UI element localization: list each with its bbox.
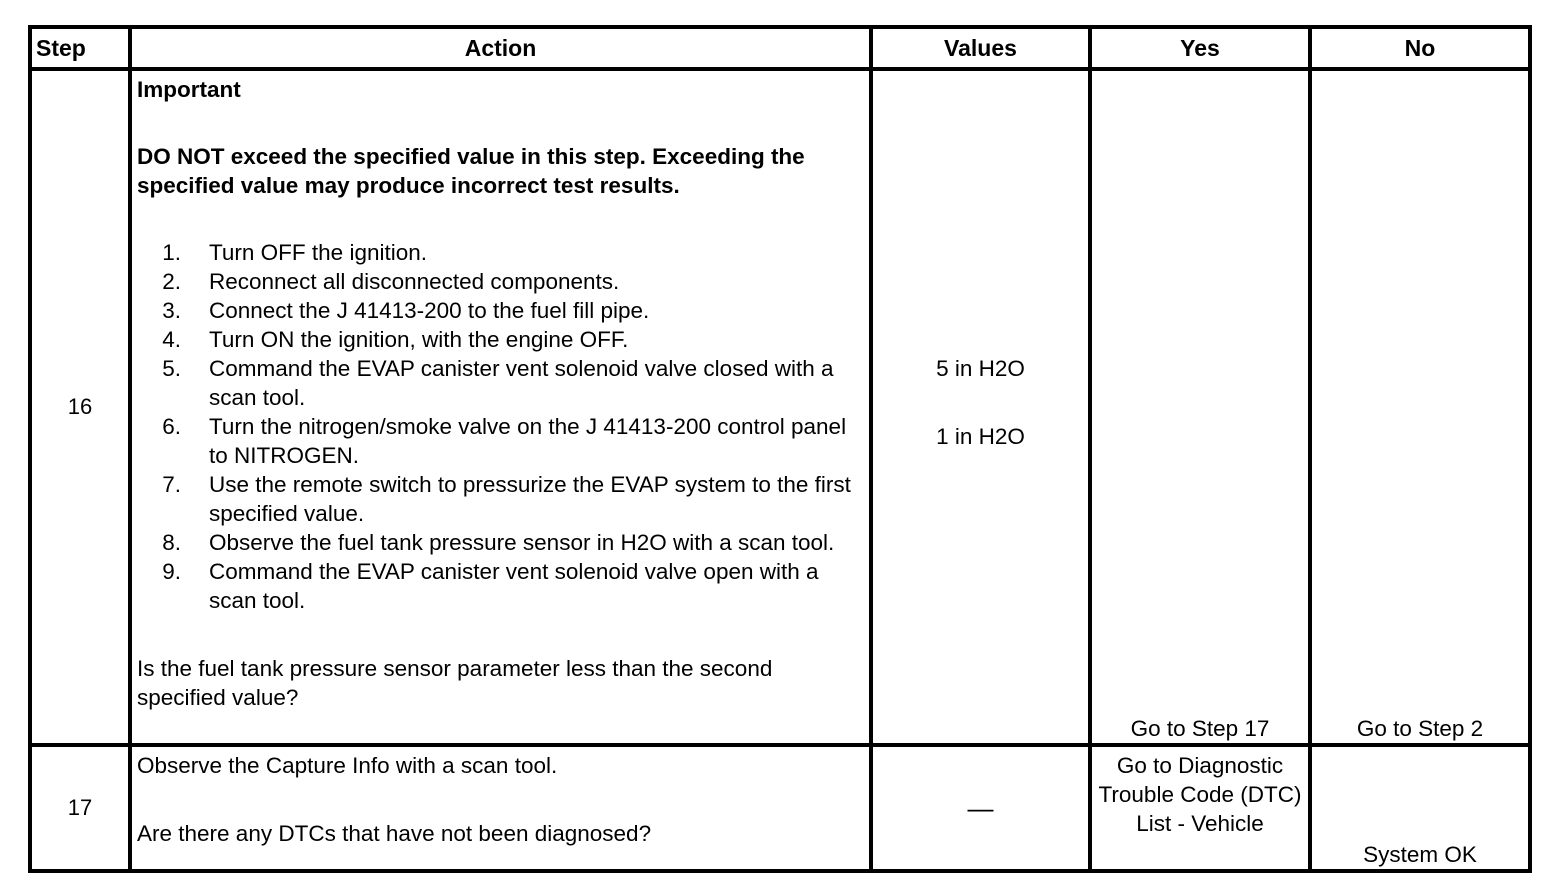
list-item-text: Turn the nitrogen/smoke valve on the J 41413-200 control panel to NITROGEN. (209, 414, 847, 468)
list-item-text: Command the EVAP canister vent solenoid valve open with a scan tool. (209, 559, 819, 613)
question-17: Are there any DTCs that have not been diagnosed? (137, 821, 652, 847)
action-cell-17 (130, 745, 871, 871)
list-item-text: Turn ON the ignition, with the engine OFF. (209, 327, 629, 352)
list-item (137, 267, 865, 296)
list-item-number: 2. (162, 269, 181, 294)
list-item-number: 9. (162, 559, 181, 584)
header-row (30, 27, 1530, 69)
action-cell-16 (130, 69, 871, 745)
step-number-16: 16 (30, 69, 130, 745)
header-yes: Yes (1090, 27, 1310, 69)
list-item-text: Observe the fuel tank pressure sensor in H2O with a scan tool. (209, 530, 835, 555)
no-cell-16: Go to Step 2 (1310, 69, 1530, 745)
list-item-number: 7. (162, 472, 181, 497)
list-item-number: 1. (162, 240, 181, 265)
list-item (137, 238, 865, 267)
values-cell-16 (871, 69, 1090, 745)
list-item-text: Use the remote switch to pressurize the EVAP system to the first specified value. (209, 472, 851, 526)
yes-cell-16: Go to Step 17 (1090, 69, 1310, 745)
list-item-text: Reconnect all disconnected components. (209, 269, 620, 294)
list-item-text: Turn OFF the ignition. (209, 240, 428, 265)
table-row-step-17 (30, 745, 1530, 871)
list-item (137, 470, 865, 528)
question-16: Is the fuel tank pressure sensor parameter less than the second specified value? (137, 656, 773, 710)
important-body: DO NOT exceed the specified value in this step. Exceeding the specified value may produce incorrect test results. (137, 144, 805, 198)
procedure-list (137, 238, 865, 615)
list-item (137, 557, 865, 615)
list-item-number: 4. (162, 327, 181, 352)
table-row-step-16 (30, 69, 1530, 745)
list-item-number: 3. (162, 298, 181, 323)
list-item-number: 8. (162, 530, 181, 555)
header-values: Values (871, 27, 1090, 69)
action-line-17: Observe the Capture Info with a scan tool. (137, 753, 558, 779)
list-item (137, 412, 865, 470)
important-title: Important (137, 77, 241, 102)
header-no: No (1310, 27, 1530, 69)
values-cell-17: — (871, 745, 1090, 871)
header-step: Step (30, 27, 130, 69)
list-item (137, 354, 865, 412)
yes-cell-17: Go to Diagnostic Trouble Code (DTC) List - Vehicle (1090, 745, 1310, 871)
list-item-number: 5. (162, 356, 181, 381)
value-first: 5 in H2O (936, 356, 1025, 381)
value-second: 1 in H2O (936, 424, 1025, 449)
header-action: Action (130, 27, 871, 69)
list-item (137, 296, 865, 325)
diagnostic-table (28, 25, 1532, 873)
list-item (137, 528, 865, 557)
list-item-text: Command the EVAP canister vent solenoid valve closed with a scan tool. (209, 356, 834, 410)
step-number-17: 17 (30, 745, 130, 871)
no-cell-17: System OK (1310, 745, 1530, 871)
list-item (137, 325, 865, 354)
list-item-text: Connect the J 41413-200 to the fuel fill pipe. (209, 298, 650, 323)
list-item-number: 6. (162, 414, 181, 439)
